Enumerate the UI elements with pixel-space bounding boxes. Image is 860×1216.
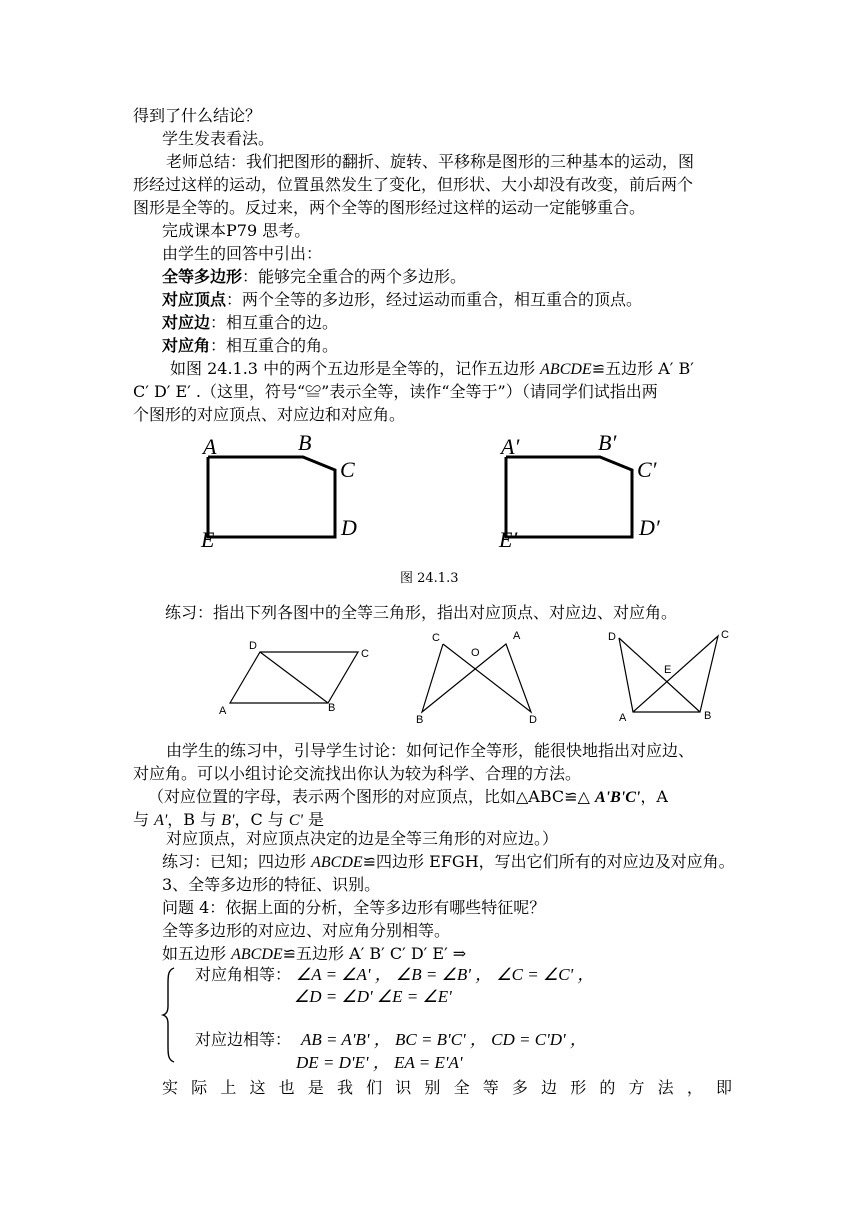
tri3-label-A: A: [619, 712, 627, 724]
figure-caption: 图 24.1.3: [400, 571, 459, 586]
sides-equation-2: DE = D'E' ， EA = E'A': [296, 1053, 463, 1072]
figure-pentagon-right: [495, 430, 675, 555]
vertex-label-D-prime: D′: [639, 515, 660, 540]
text-italic: A': [154, 812, 168, 829]
tri1-label-C: C: [361, 648, 369, 660]
last-line-char: 别: [424, 1078, 441, 1097]
definition-text: ：相互重合的角。: [210, 336, 339, 355]
line-1: 得到了什么结论？: [133, 106, 262, 125]
text-italic: C': [288, 812, 303, 829]
tri2-label-B: B: [416, 714, 424, 726]
figure-pentagon-left: [195, 430, 375, 555]
last-line-justified: [162, 1077, 732, 1099]
angles-equation-2: ∠D = ∠D' ∠E = ∠E': [294, 987, 452, 1006]
text-italic: ABCDE: [311, 854, 363, 871]
paragraph-8: 问题 4：依据上面的分析，全等多边形有哪些特征呢？: [162, 898, 546, 917]
last-line-char: 边: [541, 1078, 558, 1097]
last-line-char: 形: [570, 1078, 587, 1097]
definition-text: ：能够完全重合的两个多边形。: [242, 267, 467, 286]
last-line-char: 即: [715, 1078, 732, 1097]
last-line-char: 我: [336, 1078, 353, 1097]
vertex-label-A: A: [203, 434, 217, 459]
definition-corresponding-vertex: [162, 289, 642, 311]
last-line-char: 上: [220, 1078, 237, 1097]
paragraph-7: 3、全等多边形的特征、识别。: [162, 875, 381, 894]
tri2-label-D: D: [529, 714, 537, 726]
vertex-label-E-prime: E′: [499, 527, 518, 552]
last-line-char: 的: [599, 1078, 616, 1097]
text-italic: A'B'C': [594, 789, 641, 806]
vertex-label-B-prime: B′: [598, 430, 617, 455]
vertex-label-C-prime: C′: [637, 457, 657, 482]
line-14: 个图形的对应顶点、对应边和对应角。: [133, 405, 406, 424]
last-line-char: 方: [628, 1078, 645, 1097]
tri2-label-A: A: [513, 630, 521, 642]
paragraph-6: [162, 851, 735, 874]
last-line-char: 这: [249, 1078, 266, 1097]
last-line-char: 法: [657, 1078, 674, 1097]
angles-equation-1: ∠A = ∠A' ， ∠B = ∠B' ， ∠C = ∠C' ，: [296, 965, 595, 984]
text: ，C 与: [234, 810, 289, 829]
definition-text: ：相互重合的边。: [210, 313, 339, 332]
vertex-label-D: D: [341, 515, 357, 540]
text: 练习：已知；四边形: [162, 852, 312, 871]
last-line-char: 是: [307, 1078, 324, 1097]
last-line-char: 们: [366, 1078, 383, 1097]
last-line-char: 际: [191, 1078, 208, 1097]
line-3: 老师总结：我们把图形的翻折、旋转、平移称是图形的三种基本的运动，图: [166, 152, 695, 171]
line-6: 完成课本P79 思考。: [162, 221, 311, 240]
text: ≌四边形 EFGH，写出它们所有的对应边及对应角。: [362, 852, 735, 871]
vertex-label-E: E: [201, 527, 215, 552]
tri2-label-C: C: [432, 632, 440, 644]
text: 与: [133, 810, 155, 829]
angles-label: 对应角相等：: [195, 965, 292, 984]
text: ≌五边形 A′ B′: [591, 359, 694, 378]
tri1-label-A: A: [219, 705, 227, 717]
line-7: 由学生的回答中引出：: [162, 244, 323, 263]
tri3-label-D: D: [608, 631, 616, 643]
text-italic: B': [221, 812, 235, 829]
text: ，B 与: [167, 810, 222, 829]
definition-term: 对应角: [162, 336, 211, 355]
triangle-figure-kite: [605, 626, 735, 726]
tri3-label-C: C: [721, 629, 729, 641]
tri2-label-O: O: [471, 647, 480, 659]
paragraph-1: 由学生的练习中，引导学生讨论：如何记作全等形，能很快地指出对应边、: [166, 741, 695, 760]
line-13: C′ D′ E′ .（这里，符号“≌”表示全等，读作“全等于”）（请同学们试指出两: [133, 382, 658, 401]
triangle-figure-parallelogram: [215, 636, 375, 721]
definition-text: ：两个全等的多边形，经过运动而重合，相互重合的顶点。: [226, 290, 643, 309]
last-line-char: 识: [395, 1078, 412, 1097]
last-line-char: 全: [453, 1078, 470, 1097]
vertex-label-C: C: [340, 457, 355, 482]
line-4: 形经过这样的运动，位置虽然发生了变化，但形状、大小却没有改变，前后两个: [133, 175, 694, 194]
tri3-label-E: E: [664, 664, 672, 676]
sides-equation-1: AB = A'B' ， BC = B'C' ， CD = C'D' ，: [301, 1030, 587, 1049]
vertex-label-B: B: [298, 430, 312, 455]
text: ≌五边形 A′ B′ C′ D′ E′ ⇒: [282, 944, 467, 963]
triangle-figure-crossed: [410, 626, 550, 726]
definition-corresponding-angle: [162, 335, 338, 357]
paragraph-10: [162, 943, 466, 966]
line-12: [170, 358, 694, 381]
left-brace: [160, 966, 180, 1064]
last-line-char: ，: [686, 1078, 703, 1097]
definition-term: 对应边: [162, 313, 211, 332]
definition-congruent-polygon: [162, 266, 466, 288]
definition-term: 全等多边形: [162, 267, 243, 286]
last-line-char: 多: [511, 1078, 528, 1097]
exercise-1: 练习：指出下列各图中的全等三角形，指出对应顶点、对应边、对应角。: [165, 603, 678, 622]
sides-label: 对应边相等：: [195, 1030, 292, 1049]
line-2: 学生发表看法。: [162, 129, 275, 148]
last-line-char: 也: [278, 1078, 295, 1097]
text: （对应位置的字母，表示两个图形的对应顶点，比如△ABC≌△: [148, 787, 595, 806]
tri3-label-B: B: [704, 710, 712, 722]
line-5: 图形是全等的。反过来，两个全等的图形经过这样的运动一定能够重合。: [133, 198, 646, 217]
last-line-char: 实: [162, 1078, 179, 1097]
paragraph-2: 对应角。可以小组讨论交流找出你认为较为科学、合理的方法。: [133, 764, 582, 783]
last-line-char: 等: [482, 1078, 499, 1097]
text: ，A: [640, 787, 668, 806]
text-italic: ABCDE: [231, 946, 283, 963]
vertex-label-A-prime: A′: [501, 434, 520, 459]
tri1-label-D: D: [249, 640, 257, 652]
paragraph-9: 全等多边形的对应边、对应角分别相等。: [162, 921, 451, 940]
tri1-label-B: B: [328, 702, 336, 714]
text: 如图 24.1.3 中的两个五边形是全等的，记作五边形: [170, 359, 541, 378]
text: 是: [302, 810, 325, 829]
text: 如五边形: [162, 944, 232, 963]
paragraph-3: [148, 786, 668, 809]
definition-term: 对应顶点: [162, 290, 227, 309]
paragraph-5: 对应顶点，对应顶点决定的边是全等三角形的对应边。）: [166, 829, 559, 848]
text-italic: ABCDE: [540, 361, 592, 378]
definition-corresponding-side: [162, 312, 338, 334]
